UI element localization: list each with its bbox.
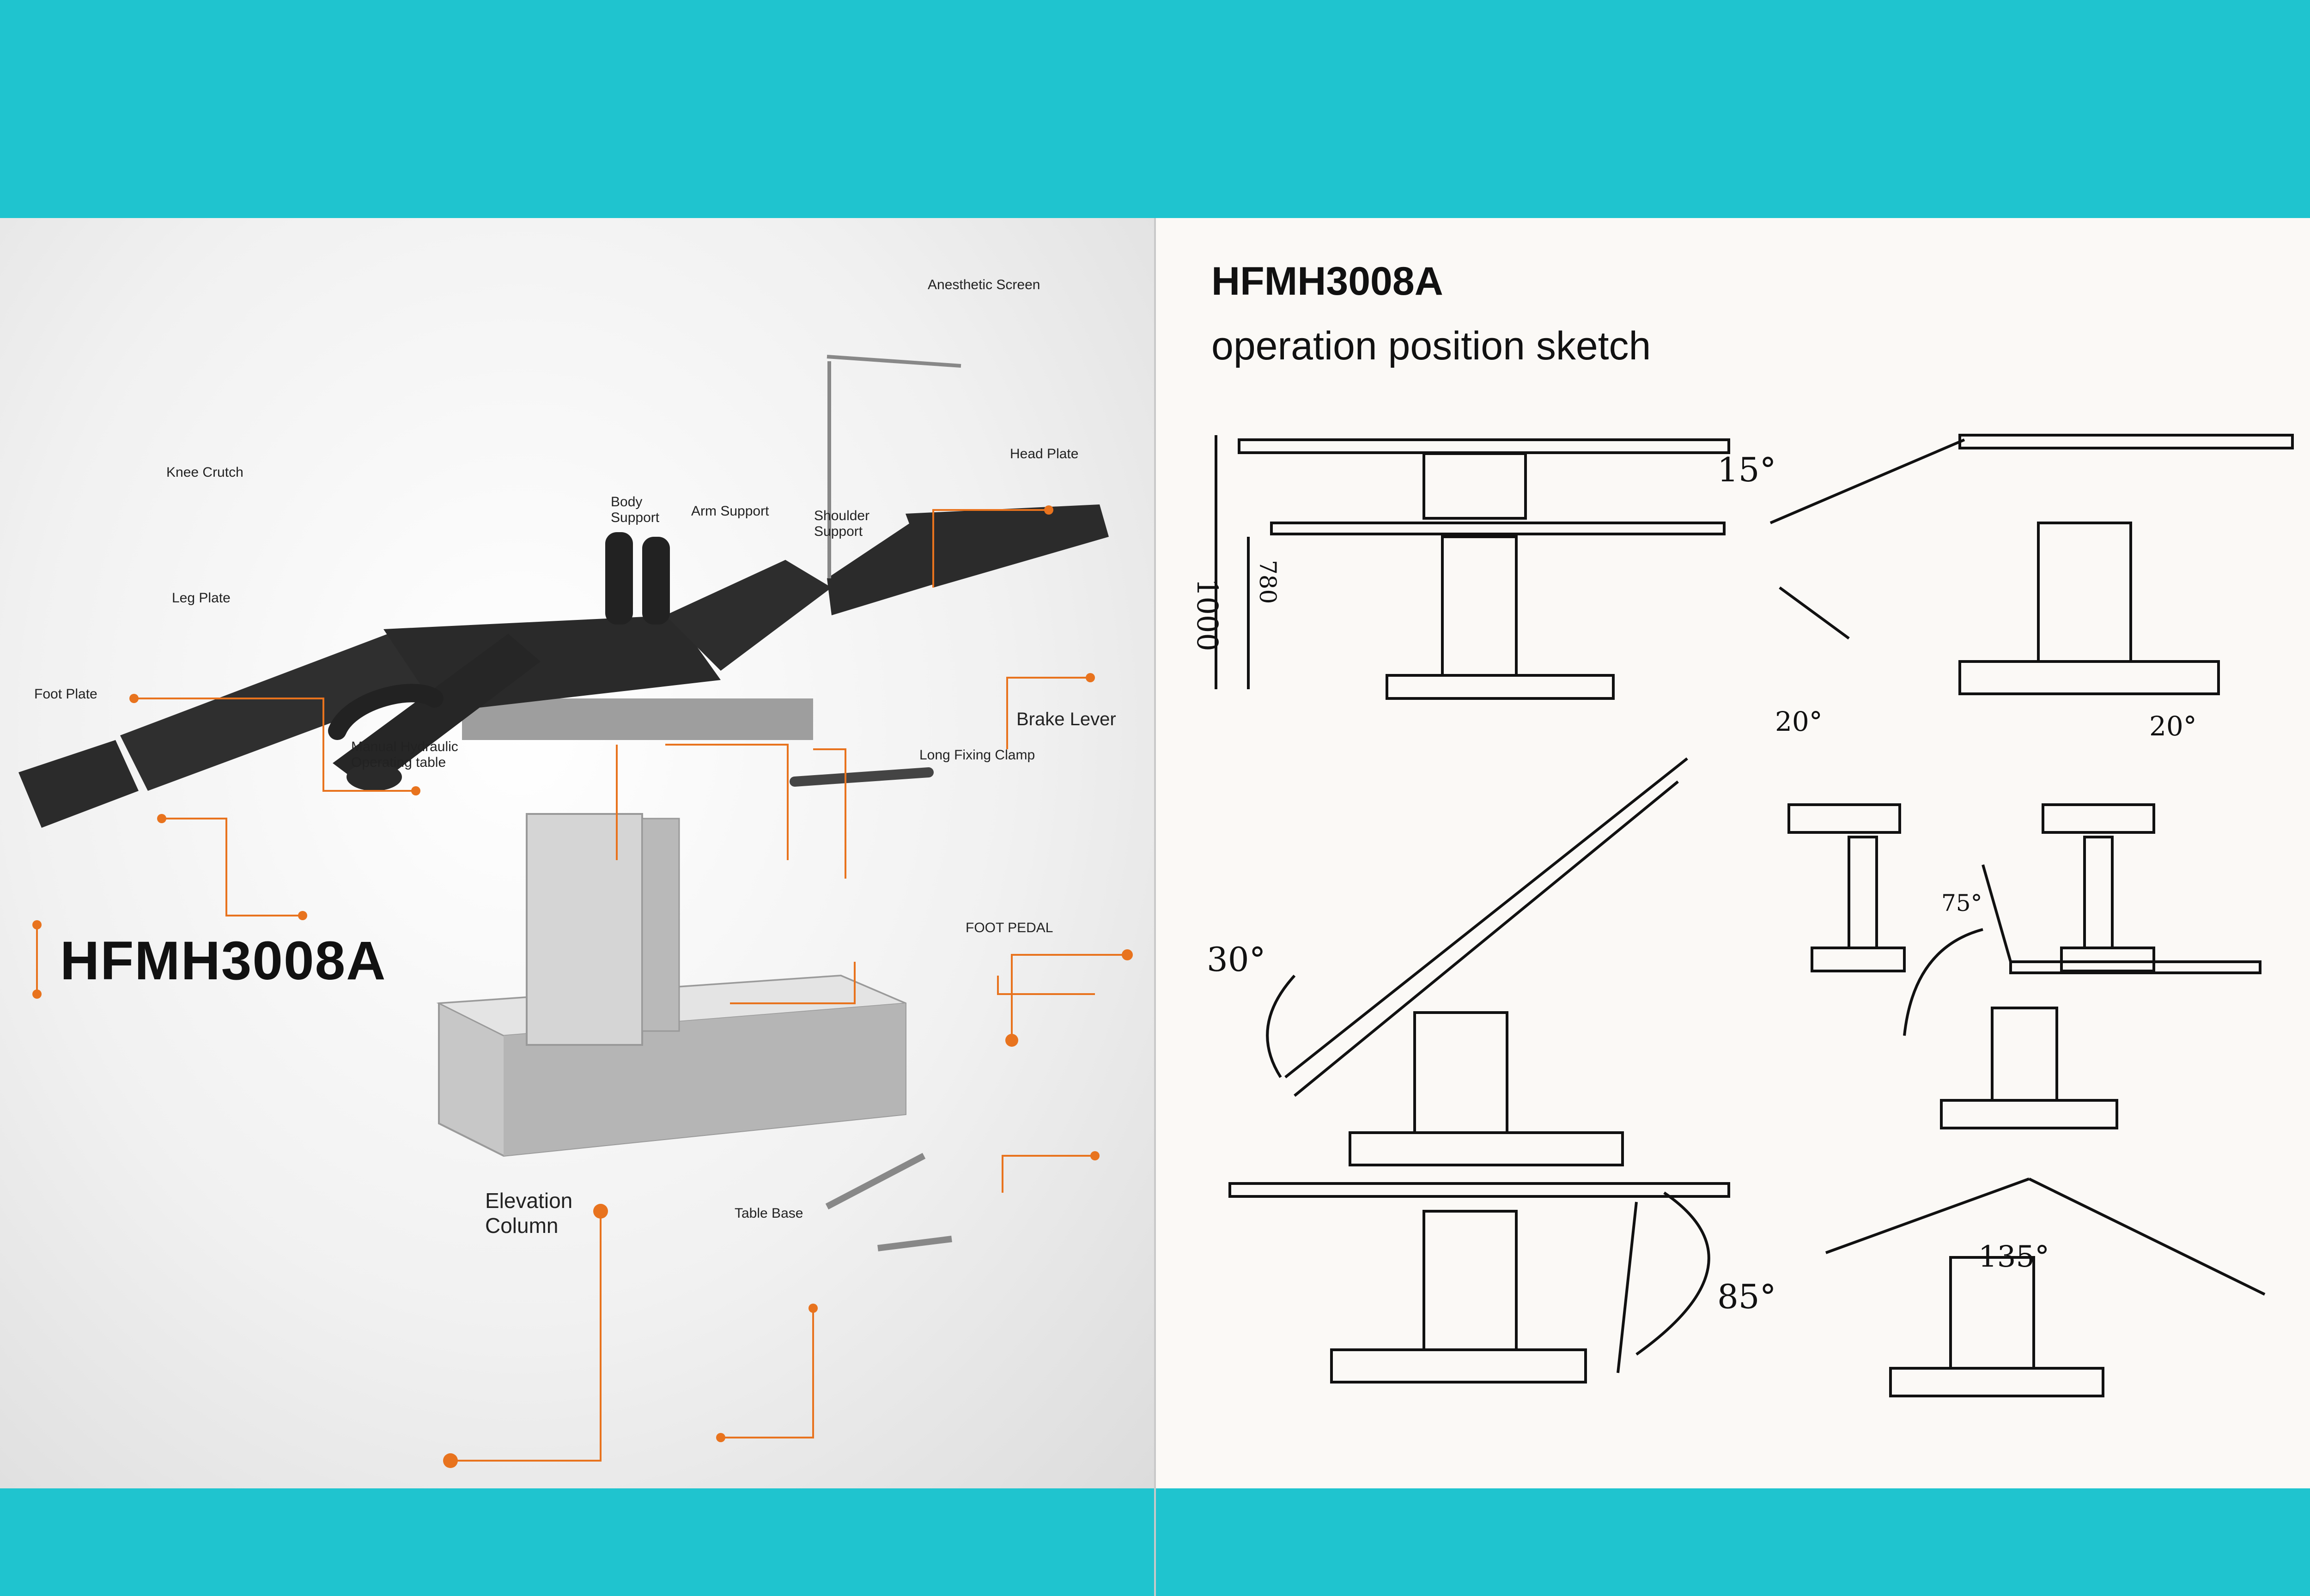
callout-elevation-column-line1: Elevation bbox=[485, 1189, 573, 1213]
callout-body-support bbox=[611, 494, 659, 526]
callout-manual-hydraulic-line1: Manual Hydraulic bbox=[351, 739, 458, 754]
sketch-subtitle: operation position sketch bbox=[1211, 324, 1651, 368]
callout-long-fixing-clamp: Long Fixing Clamp bbox=[919, 747, 1035, 763]
panel-divider bbox=[1154, 218, 1156, 1596]
callout-brake-lever: Brake Lever bbox=[1016, 709, 1116, 729]
angle-75: 75° bbox=[1941, 890, 1982, 916]
callout-elevation-column-line2: Column bbox=[485, 1214, 559, 1238]
callout-manual-hydraulic-line2: Operating table bbox=[351, 755, 446, 770]
panel1-model: HFMH3008A bbox=[60, 930, 387, 991]
angle-85: 85° bbox=[1717, 1277, 1776, 1316]
callout-shoulder-support bbox=[814, 508, 869, 540]
callout-table-base: Table Base bbox=[735, 1206, 803, 1221]
callout-body-support-line2: Support bbox=[611, 510, 660, 525]
position-sketch-panel bbox=[1156, 218, 2310, 1488]
callout-shoulder-support-line2: Support bbox=[814, 524, 863, 539]
callout-knee-crutch: Knee Crutch bbox=[166, 465, 243, 480]
angle-135: 135° bbox=[1978, 1240, 2050, 1274]
callout-elevation-column bbox=[485, 1188, 572, 1238]
angle-height: 1000 bbox=[1191, 578, 1224, 651]
header-band bbox=[0, 0, 2310, 218]
callout-arm-support: Arm Support bbox=[691, 504, 769, 519]
callout-shoulder-support-line1: Shoulder bbox=[814, 508, 870, 523]
callout-head-plate: Head Plate bbox=[1010, 446, 1079, 461]
callout-leg-plate: Leg Plate bbox=[172, 590, 231, 606]
angle-20-right: 20° bbox=[2149, 710, 2197, 742]
callout-foot-pedal: FOOT PEDAL bbox=[966, 920, 1053, 935]
angle-low: 780 bbox=[1254, 560, 1281, 604]
position-sketches bbox=[1156, 218, 2310, 1488]
callout-anesthetic-screen: Anesthetic Screen bbox=[928, 277, 1040, 292]
angle-30: 30° bbox=[1207, 940, 1266, 979]
product-callout-panel bbox=[0, 218, 1154, 1488]
angle-20-left: 20° bbox=[1775, 706, 1823, 737]
sketch-model: HFMH3008A bbox=[1211, 259, 1443, 303]
angle-15: 15° bbox=[1717, 450, 1776, 489]
callout-manual-hydraulic bbox=[351, 739, 458, 771]
operating-table-illustration bbox=[0, 218, 1154, 1488]
callout-body-support-line1: Body bbox=[611, 494, 643, 510]
callout-foot-plate: Foot Plate bbox=[34, 686, 97, 702]
